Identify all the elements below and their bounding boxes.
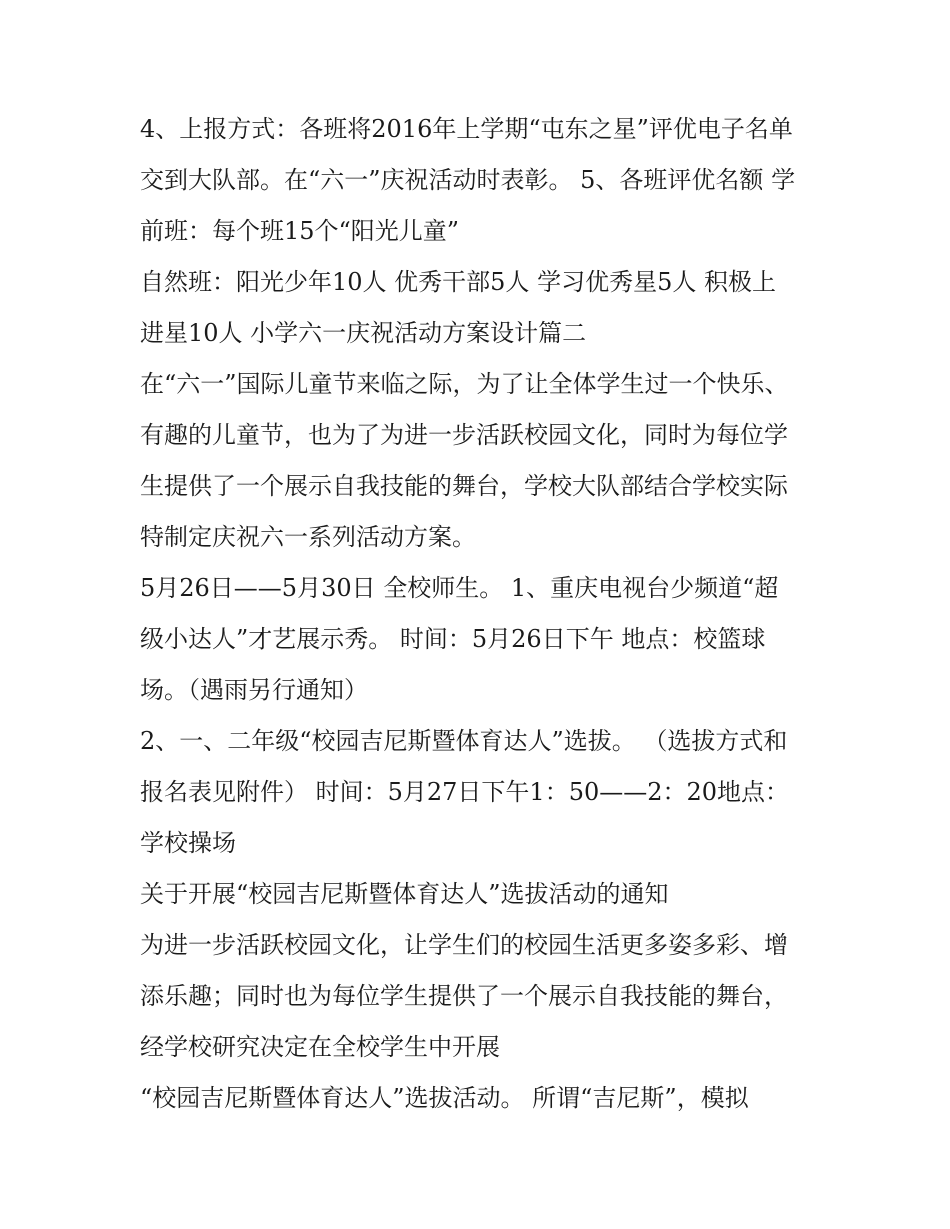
text-line: 学校操场 [140, 829, 236, 857]
text-line: 4、上报方式：各班将2016年上学期“屯东之星”评优电子名单 [140, 115, 793, 143]
text-line: 进星10人 小学六一庆祝活动方案设计篇二 [140, 319, 587, 347]
text-line: 场。（遇雨另行通知） [140, 676, 368, 704]
text-line: 关于开展“校园吉尼斯暨体育达人”选拔活动的通知 [140, 880, 669, 908]
text-line: 特制定庆祝六一系列活动方案。 [140, 523, 476, 551]
text-line: 有趣的儿童节，也为了为进一步活跃校园文化，同时为每位学 [140, 421, 788, 449]
text-line: 前班：每个班15个“阳光儿童” [140, 217, 460, 245]
text-line: 5月26日——5月30日 全校师生。 1、重庆电视台少频道“超 [140, 574, 779, 602]
text-line: 添乐趣；同时也为每位学生提供了一个展示自我技能的舞台， [140, 982, 788, 1010]
text-line: 经学校研究决定在全校学生中开展 [140, 1033, 500, 1061]
text-line: 交到大队部。在“六一”庆祝活动时表彰。 5、各班评优名额 学 [140, 166, 796, 194]
text-line: “校园吉尼斯暨体育达人”选拔活动。 所谓“吉尼斯”，模拟 [140, 1084, 749, 1112]
document-body [140, 104, 830, 1124]
text-line: 2、一、二年级“校园吉尼斯暨体育达人”选拔。 （选拔方式和 [140, 727, 788, 755]
text-line: 自然班：阳光少年10人 优秀干部5人 学习优秀星5人 积极上 [140, 268, 776, 296]
text-line: 生提供了一个展示自我技能的舞台，学校大队部结合学校实际 [140, 472, 788, 500]
text-line: 级小达人”才艺展示秀。 时间：5月26日下午 地点：校篮球 [140, 625, 766, 653]
text-line: 在“六一”国际儿童节来临之际，为了让全体学生过一个快乐、 [140, 370, 789, 398]
text-line: 为进一步活跃校园文化，让学生们的校园生活更多姿多彩、增 [140, 931, 788, 959]
text-line: 报名表见附件） 时间：5月27日下午1：50——2：20地点： [140, 778, 790, 806]
